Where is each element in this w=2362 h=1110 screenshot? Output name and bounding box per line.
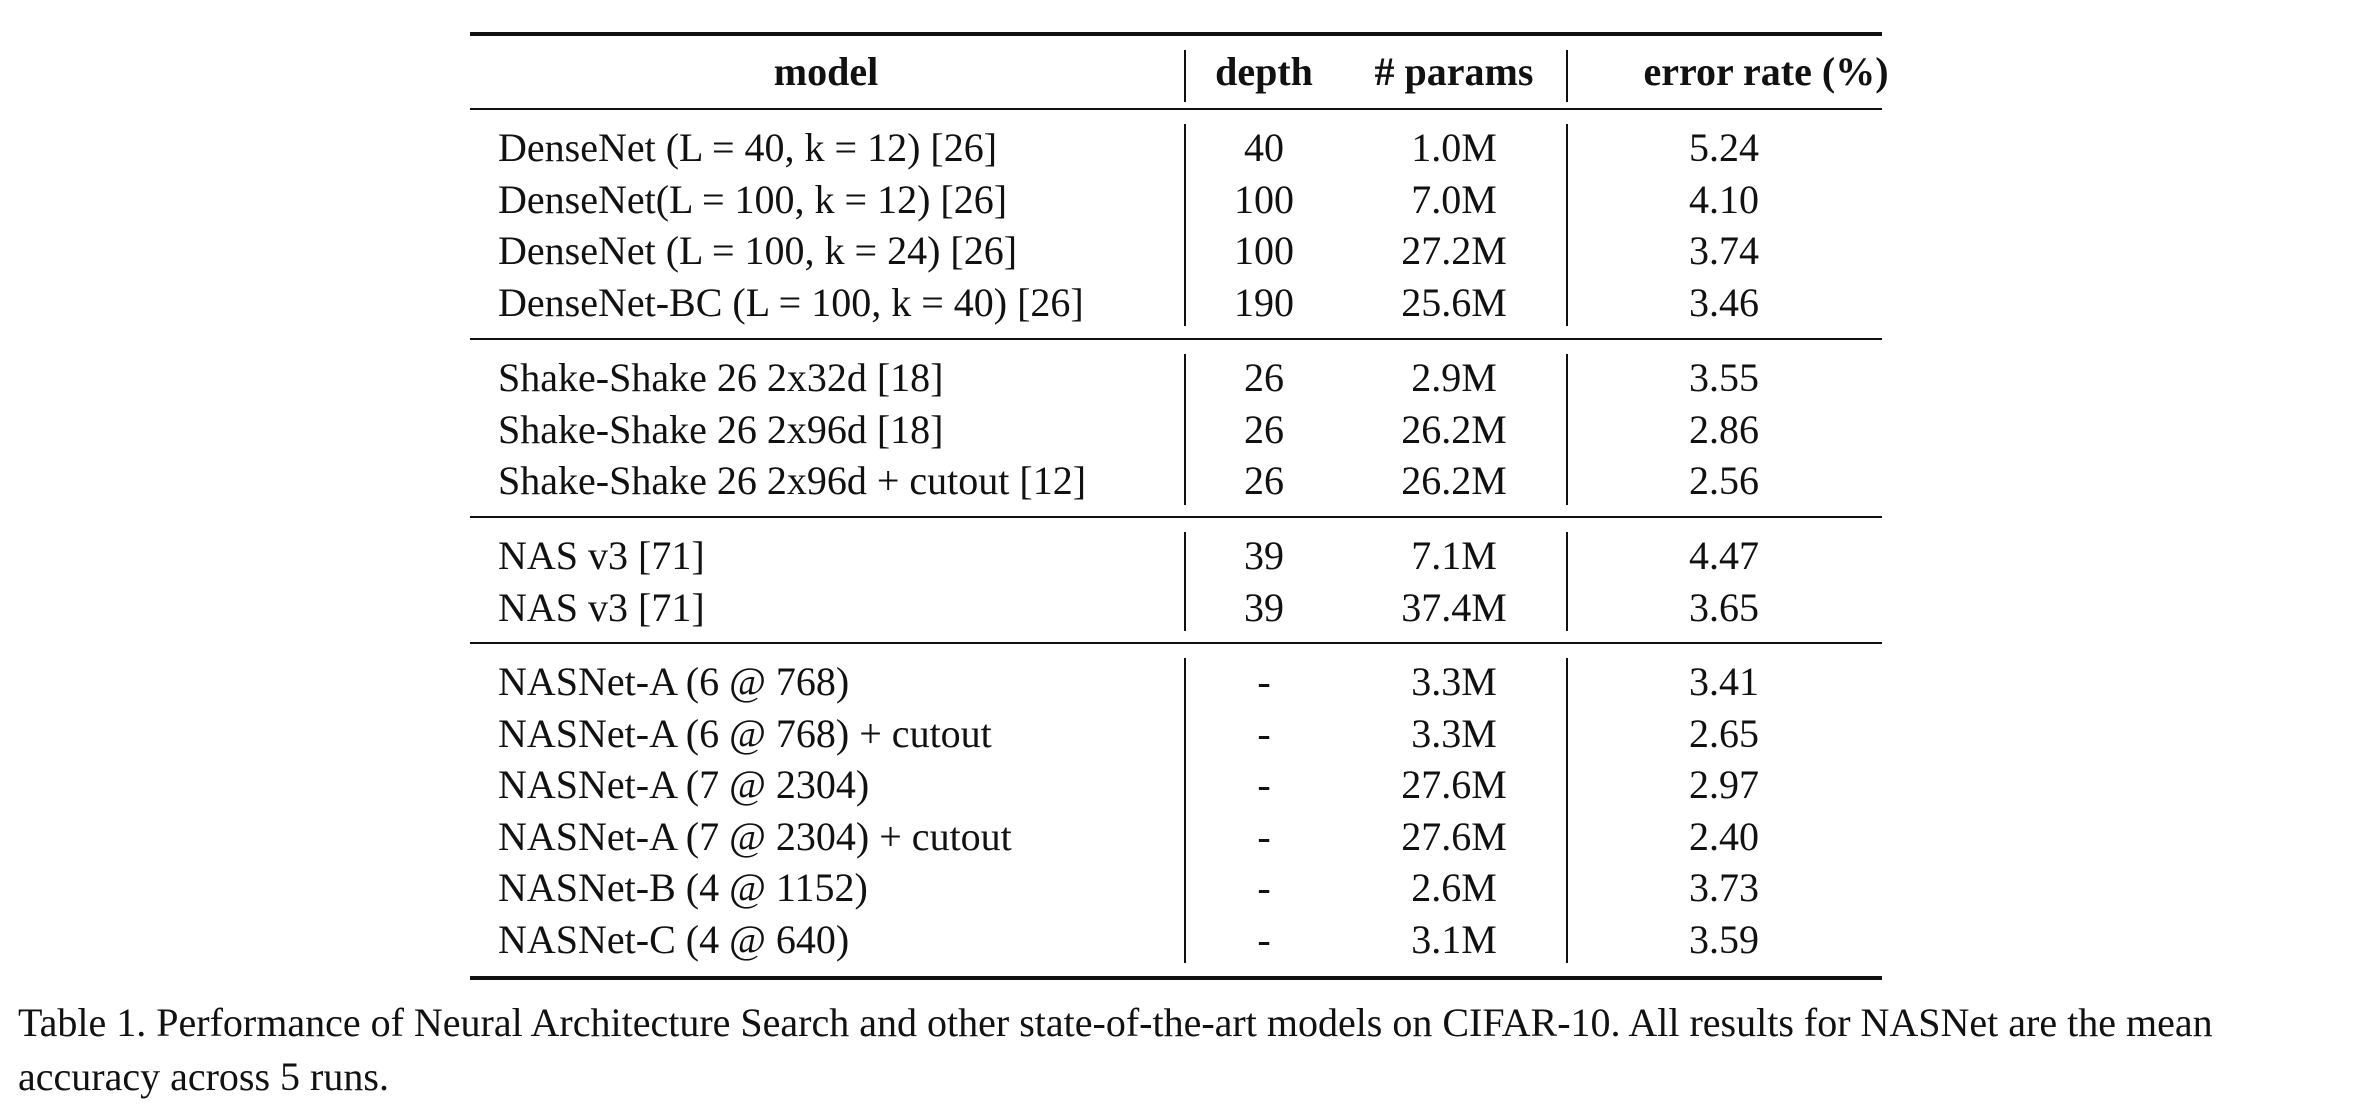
top-rule — [470, 32, 1882, 36]
column-divider — [1184, 658, 1186, 963]
cell-params: 27.6M — [1401, 813, 1507, 859]
cell-model: Shake-Shake 26 2x96d [18] — [498, 406, 944, 452]
cell-params: 26.2M — [1401, 406, 1507, 452]
cell-depth: 39 — [1244, 533, 1284, 578]
cell-error-rate: 3.74 — [1689, 228, 1759, 273]
header-divider — [1184, 50, 1186, 102]
cell-params: 3.3M — [1411, 659, 1497, 704]
column-divider — [1566, 532, 1568, 631]
cell-error-rate: 3.46 — [1689, 279, 1759, 325]
group-rule — [470, 338, 1882, 340]
cell-model: NAS v3 [71] — [498, 533, 705, 578]
cell-depth: - — [1257, 710, 1271, 756]
cell-model: NASNet-A (6 @ 768) — [498, 659, 850, 704]
cell-params: 37.4M — [1401, 584, 1507, 630]
cell-depth: 26 — [1244, 458, 1284, 503]
group-rule — [470, 642, 1882, 644]
cell-error-rate: 3.41 — [1689, 659, 1759, 704]
cell-params: 7.0M — [1411, 176, 1497, 222]
cell-model: DenseNet-BC (L = 100, k = 40) [26] — [498, 279, 1084, 325]
cell-model: DenseNet (L = 100, k = 24) [26] — [498, 228, 1018, 273]
group-rule — [470, 516, 1882, 518]
cell-error-rate: 3.65 — [1689, 584, 1759, 630]
cell-depth: - — [1257, 659, 1271, 704]
cell-error-rate: 2.86 — [1689, 406, 1759, 452]
cell-params: 26.2M — [1401, 458, 1507, 503]
cell-params: 1.0M — [1411, 125, 1497, 170]
cell-params: 2.6M — [1411, 865, 1497, 910]
cell-depth: - — [1257, 813, 1271, 859]
header-depth: depth — [1215, 49, 1313, 94]
cell-error-rate: 2.65 — [1689, 710, 1759, 756]
cell-depth: 100 — [1234, 228, 1294, 273]
cell-error-rate: 2.56 — [1689, 458, 1759, 503]
header-error-rate: error rate (%) — [1643, 49, 1889, 94]
cell-model: NASNet-B (4 @ 1152) — [498, 865, 868, 910]
cell-params: 27.2M — [1401, 228, 1507, 273]
table-caption: Table 1. Performance of Neural Architecture Search and other state-of-the-art models on CIFAR-10. All results for NASNet are the mean accuracy across 5 runs. — [18, 1000, 2213, 1099]
cell-params: 3.3M — [1411, 710, 1497, 756]
cell-model: Shake-Shake 26 2x32d [18] — [498, 355, 944, 400]
cell-depth: 100 — [1234, 176, 1294, 222]
cell-depth: 26 — [1244, 406, 1284, 452]
header-divider — [1566, 50, 1568, 102]
column-divider — [1184, 354, 1186, 505]
cell-error-rate: 4.47 — [1689, 533, 1759, 578]
cell-error-rate: 4.10 — [1689, 176, 1759, 222]
cell-params: 25.6M — [1401, 279, 1507, 325]
bottom-rule — [470, 976, 1882, 980]
cell-params: 27.6M — [1401, 762, 1507, 807]
cell-model: DenseNet(L = 100, k = 12) [26] — [498, 176, 1008, 222]
header-rule — [470, 108, 1882, 110]
cell-error-rate: 2.97 — [1689, 762, 1759, 807]
header-params: # params — [1374, 49, 1534, 94]
cell-model: NAS v3 [71] — [498, 584, 705, 630]
cell-error-rate: 2.40 — [1689, 813, 1759, 859]
column-divider — [1566, 124, 1568, 326]
cell-model: NASNet-A (7 @ 2304) + cutout — [498, 813, 1012, 859]
cell-depth: - — [1257, 762, 1271, 807]
column-divider — [1184, 532, 1186, 631]
cell-depth: - — [1257, 865, 1271, 910]
cell-params: 2.9M — [1411, 355, 1497, 400]
cell-params: 7.1M — [1411, 533, 1497, 578]
cell-depth: 39 — [1244, 584, 1284, 630]
cell-error-rate: 3.55 — [1689, 355, 1759, 400]
cell-model: DenseNet (L = 40, k = 12) [26] — [498, 125, 998, 170]
cell-params: 3.1M — [1411, 916, 1497, 962]
cell-model: NASNet-C (4 @ 640) — [498, 916, 850, 962]
cell-depth: 190 — [1234, 279, 1294, 325]
cell-depth: 40 — [1244, 125, 1284, 170]
cell-model: NASNet-A (6 @ 768) + cutout — [498, 710, 992, 756]
column-divider — [1566, 354, 1568, 505]
cell-error-rate: 3.59 — [1689, 916, 1759, 962]
cell-error-rate: 5.24 — [1689, 125, 1759, 170]
cell-depth: 26 — [1244, 355, 1284, 400]
column-divider — [1566, 658, 1568, 963]
header-model: model — [773, 49, 879, 94]
cell-model: Shake-Shake 26 2x96d + cutout [12] — [498, 458, 1087, 503]
cell-depth: - — [1257, 916, 1271, 962]
cell-model: NASNet-A (7 @ 2304) — [498, 762, 870, 807]
cell-error-rate: 3.73 — [1689, 865, 1759, 910]
column-divider — [1184, 124, 1186, 326]
